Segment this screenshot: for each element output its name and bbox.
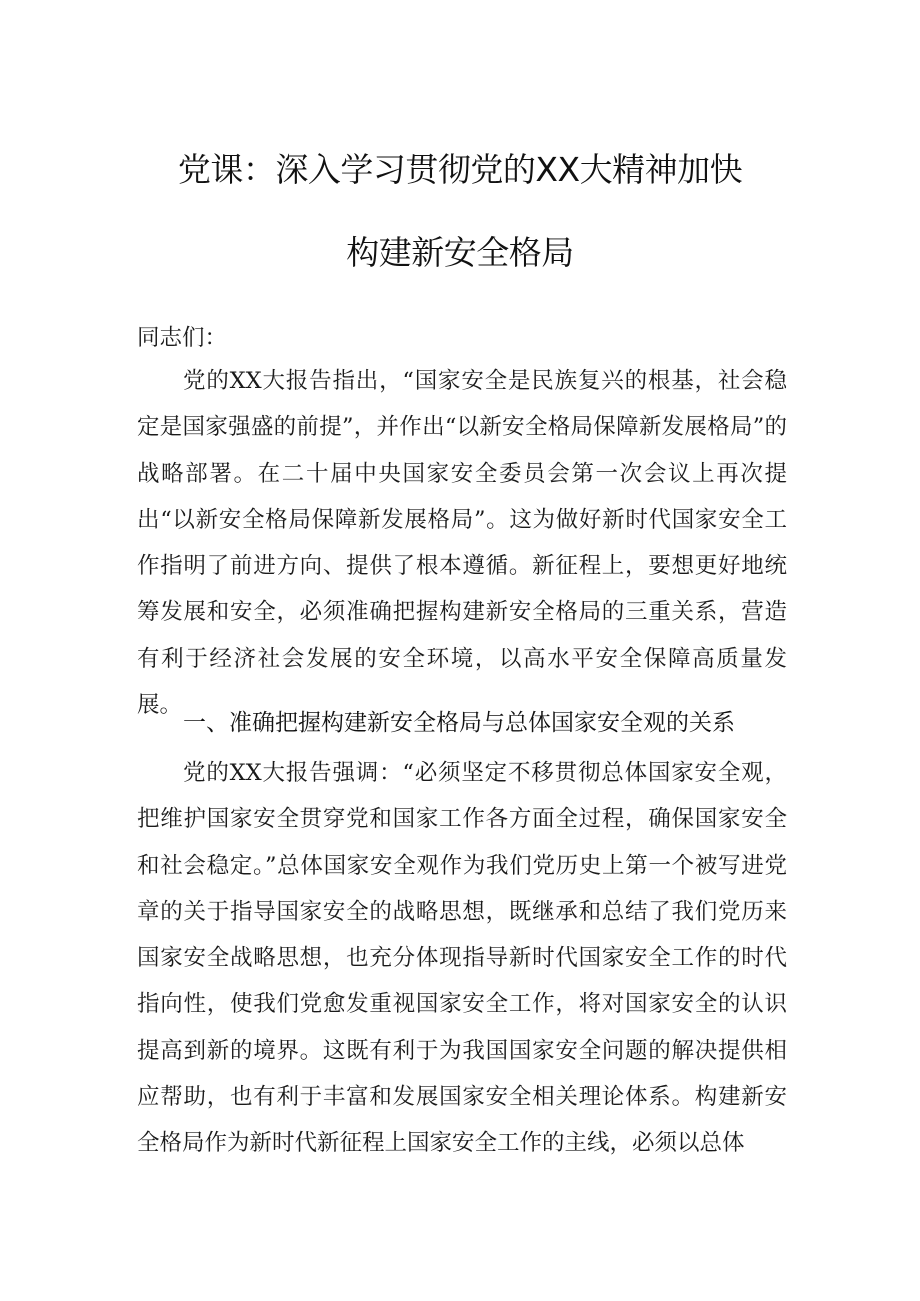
salutation: 同志们： xyxy=(137,325,228,351)
paragraph-intro: 党的XX大报告指出，“国家安全是民族复兴的根基，社会稳定是国家强盛的前提”，并作出“以新安全格局保障新发展格局”的战略部署。在二十届中央国家安全委员会第一次会议上再次提出“以新安全格局保障新发展格局”。这为做好新时代国家安全工作指明了前进方向、提供了根本遵循。新征程上，要想更好地统筹发展和安全，必须准确把握构建新安全格局的三重关系，营造有利于经济社会发展的安全环境，以高水平安全保障高质量发展。 xyxy=(137,368,787,719)
section-heading-1: 一、准确把握构建新安全格局与总体国家安全观的关系 xyxy=(183,710,735,736)
document-title-line-2: 构建新安全格局 xyxy=(346,233,574,272)
paragraph-section-1: 党的XX大报告强调：“必须坚定不移贯彻总体国家安全观，把维护国家安全贯穿党和国家工作各方面全过程，确保国家安全和社会稳定。”总体国家安全观作为我们党历史上第一个被写进党章的关于指导国家安全的战略思想，既继承和总结了我们党历来国家安全战略思想，也充分体现指导新时代国家安全工作的时代指向性，使我们党愈发重视国家安全工作，将对国家安全的认识提高到新的境界。这既有利于为我国国家安全问题的解决提供相应帮助，也有利于丰富和发展国家安全相关理论体系。构建新安全格局作为新时代新征程上国家安全工作的主线，必须以总体 xyxy=(137,760,787,1157)
document-title-line-1: 党课：深入学习贯彻党的XX大精神加快 xyxy=(177,150,743,189)
